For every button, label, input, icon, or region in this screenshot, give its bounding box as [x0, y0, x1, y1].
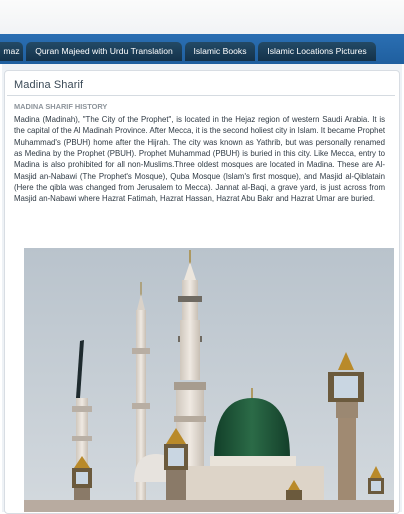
tab-namaz[interactable] — [0, 42, 23, 61]
tab-label: Quran Majeed with Urdu Translation — [35, 46, 173, 56]
section-heading: MADINA SHARIF HISTORY — [14, 102, 108, 111]
tab-islamic-locations-pictures[interactable] — [258, 42, 376, 61]
top-header-strip — [0, 0, 404, 34]
history-paragraph: Madina (Madinah), "The City of the Prophet", is located in the Hejaz region of western Saudi Arabia. It is the capital of the Al Madinah Province. After Mecca, it is the second holiest city in Islam. It became Prophet Muhammad's (PBUH) home after the Hijrah. The city was known as Yathrib, but was personally renamed as Medina by the Prophet (PBUH). Prophet Muhammad (PBUH) is buried in this city. Like Mecca, entry to Madina is also prohibited for all non-Muslims.Three oldest mosques are located in Madina. These are Al-Masjid an-Nabawi (The Prophet's Mosque), Quba Mosque (Islam's first mosque), and Masjid al-Qiblatain (Here the qibla was changed from Jerusalem to Mecca). Jannat al-Baqi, a grave yard, is just across from Masjid an-Nabawi where Hazrat Fatimah, Hazrat Hassan, Hazrat Abu Bakr and Hazrat Umar are buried. — [14, 115, 385, 204]
tab-label: Islamic Books — [193, 46, 247, 56]
title-divider — [7, 95, 395, 96]
madina-mosque-photo — [24, 248, 394, 512]
tab-label: maz — [3, 46, 20, 56]
tab-islamic-books[interactable] — [185, 42, 255, 61]
foreground-wall — [24, 500, 394, 512]
page-title: Madina Sharif — [14, 79, 84, 91]
tab-label: Islamic Locations Pictures — [267, 46, 367, 56]
tab-quran-majeed[interactable] — [26, 42, 182, 61]
